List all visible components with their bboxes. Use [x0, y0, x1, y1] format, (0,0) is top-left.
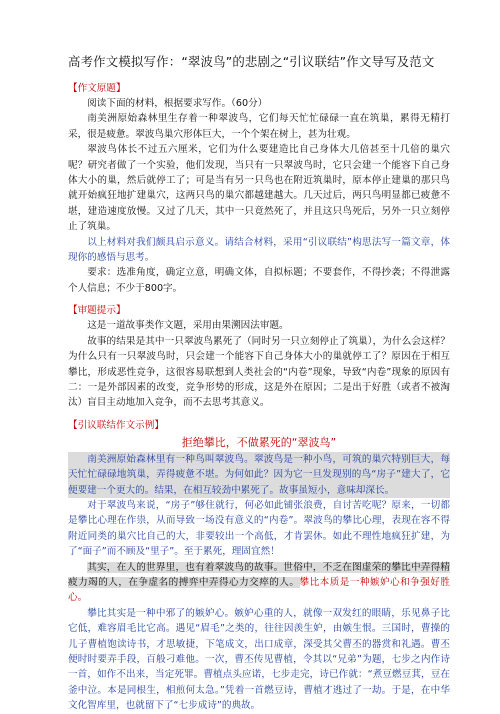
- section-head-sample: 【引议联结作文示例】: [68, 419, 164, 431]
- essay-paragraph-4-text: 攀比其实是一种中邪了的嫉妒心。嫉妒心重的人，就像一双发红的眼睛，乐见鼻子比它低，难容眉毛比它高。遇见“眉毛”之类的，往往因羡生妒，由嫉生恨。三国时，曹操的儿子曹植饱读诗书，才思敏捷，下笔成文，出口成章，深受其父曹丕的器赏和礼遇。曹丕便时时要弄手段，百般刁难他。一次，曹丕传见曹植，令其以“兄弟”为题，七步之内作诗一首，如作不出来，当定死罪。曹植点头应诺，七步走完，诗已作就：“煮豆燃豆萁，豆在釜中泣。本是同根生，相煎何太急。”凭着一首燃豆诗，曹植才逃过了一劫。于是，在中华文化智库里，也就留下了“七步成诗”的典故。: [68, 607, 450, 712]
- essay-paragraph-4: [68, 606, 450, 714]
- hint-paragraph-1: 这是一道故事类作文题，采用由果溯因法审题。: [87, 320, 289, 332]
- task-instruction: 以上材料对我们颇具启示意义。请结合材料，采用“引议联结”构思法写一篇文章，体现你的感悟与思考。: [68, 236, 450, 264]
- essay-paragraph-2: [68, 498, 450, 560]
- section-head-original: 【作文原题】: [68, 83, 126, 94]
- material-paragraph-2: 翠波鸟体长不过五六厘米，它们为什么要建造比自己身体大几倍甚至十几倍的巢穴呢？研究者做了一个实验，他们发现，当只有一只翠波鸟时，它只会建一个能容下自己身体大小的巢，然后就停工了；可是当有另一只鸟也在附近筑巢时，原本停止建巢的那只鸟就开始疯狂地扩建巢穴，这两只鸟的巢穴都越建越大。几天过后，两只鸟明显都已疲惫不堪，建造速度放慢。又过了几天，其中一只竟然死了，并且这只鸟死后，另外一只立刻停止了筑巢。: [68, 144, 450, 233]
- hint-paragraph-2: 故事的结果是其中一只翠波鸟累死了（同时另一只立刻停止了筑巢），为什么会这样？为什么只有一只翠波鸟时，只会建一个能容下自己身体大小的巢就停工了？原因在于相互攀比，形成恶性竞争，这很容易联想到人类社会的“内卷”现象，导致“内卷”现象的原因有二：一是外部因素的改变，竞争形势的形成，这是外在原因；二是出于好胜（或者不被淘汰）盲目主动地加入竞争，而不去思考其意义。: [68, 335, 450, 409]
- material-paragraph-1: 南美洲原始森林里生存着一种翠波鸟，它们每天忙忙碌碌一直在筑巢，累得无精打采，很是疲惫。翠波鸟巢穴形体巨大，一个个架在树上，甚为壮观。: [68, 113, 450, 140]
- task-intro: 阅读下面的材料，根据要求写作。（60分）: [87, 98, 268, 109]
- essay-paragraph-3a: 其实，在人的世界里，也有着翠波鸟的故事。世俗中，不乏在图虚荣的攀比中弄得精疲力竭的人，在争虚名的搏弈中弄得心力交瘁的人。: [68, 561, 450, 588]
- essay-paragraph-3: [68, 560, 450, 606]
- section-head-hint: 【审题提示】: [68, 305, 126, 317]
- essay-paragraph-2-text: 对于翠波鸟来说，“房子”够住就行，何必如此铺张浪费，自讨苦吃呢？原来，一切都是攀比心理在作祟，从而导致一场没有意义的“内卷”。翠波鸟的攀比心理，表现在容不得附近同类的巢穴比自己的大，非要较出一个高低，才肯罢休。如此不理性地疯狂扩建，为了“面子”而不顾及“里子”。至于累死，理固宜然！: [68, 499, 450, 558]
- essay-title: 拒绝攀比，不做累死的“翠波鸟”: [181, 435, 337, 449]
- essay-paragraph-1-text: 南美洲原始森林里有一种鸟叫翠波鸟。翠波鸟是一种小鸟，可筑的巢穴特别巨大，每天忙忙碌碌地筑巢，弄得疲惫不堪。为何如此？因为它一旦发现别的鸟“房子”建大了，它便要建一个更大的。结果，在相互较劲中累死了。故事虽短小，意味却深长。: [68, 453, 450, 496]
- task-requirements: 要求：选准角度，确定立意，明确文体，自拟标题；不要套作，不得抄袭；不得泄露个人信息；不少于800字。: [68, 267, 450, 294]
- essay-paragraph-3b: 攀比本质是一种嫉妒心和争强好胜心。: [68, 576, 451, 604]
- document-title: 高考作文模拟写作：“翠波鸟”的悲剧之“引议联结”作文导写及范文: [68, 54, 435, 69]
- essay-paragraph-1: [68, 452, 450, 498]
